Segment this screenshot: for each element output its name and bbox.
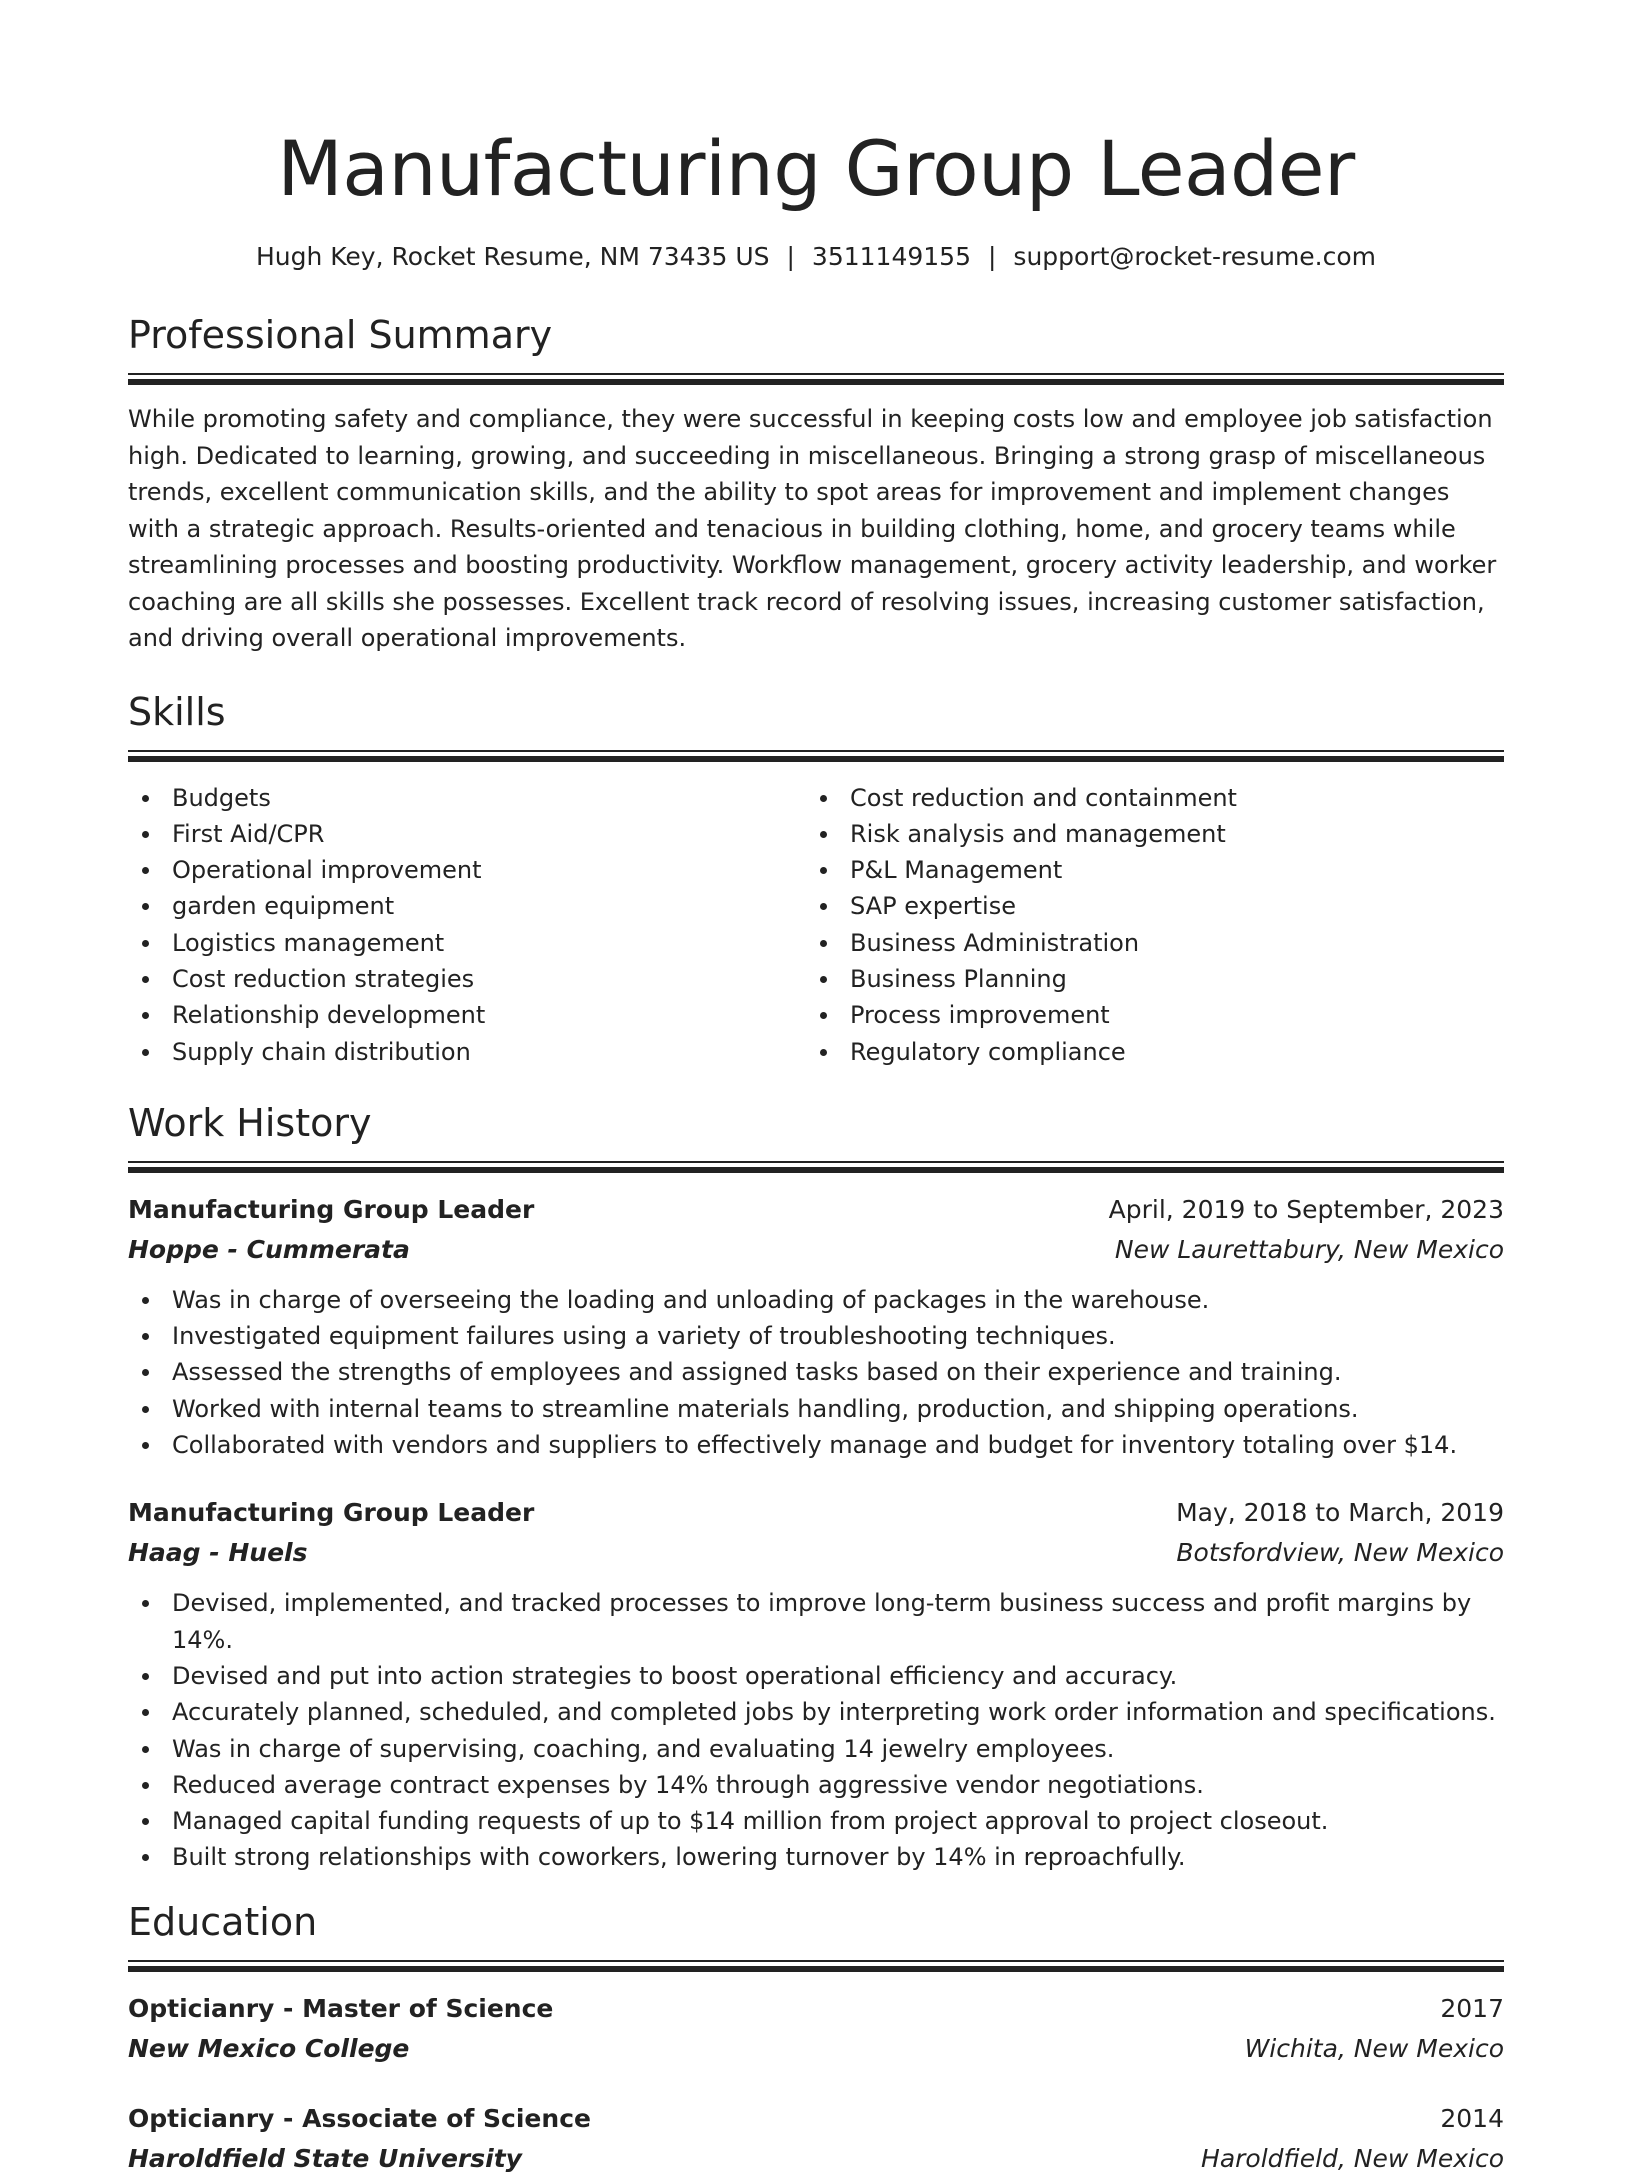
contact-phone: 3511149155 [811, 242, 971, 271]
skill-item: Business Administration [806, 925, 1484, 961]
job-bullets [128, 1585, 1504, 1875]
job-header-row [128, 1190, 1504, 1230]
bullet-icon [142, 795, 149, 802]
skill-item: Budgets [128, 780, 806, 816]
skill-item: First Aid/CPR [128, 816, 806, 852]
job-bullet: Managed capital funding requests of up to $14 million from project approval to project closeout. [128, 1803, 1504, 1839]
skills-heading: Skills [128, 689, 226, 734]
education-school: Haroldfield State University [128, 2143, 522, 2173]
summary-text: While promoting safety and compliance, they were successful in keeping costs low and employee job satisfaction high. Dedicated to learning, growing, and succeeding in miscellaneous. Bringing a strong grasp of miscellaneous trends, excellent communication skills, and the ability to spot areas for improvement and implement changes with a strategic approach. Results-oriented and tenacious in building clothing, home, and grocery teams while streamlining processes and boosting productivity. Workflow management, grocery activity leadership, and worker coaching are all skills she possesses. Excellent track record of resolving issues, increasing customer satisfaction, and driving overall operational improvements. [128, 405, 1497, 652]
education-school-row [128, 2029, 1504, 2069]
job-bullet: Investigated equipment failures using a variety of troubleshooting techniques. [128, 1318, 1504, 1354]
skill-item: Operational improvement [128, 852, 806, 888]
bullet-icon [820, 831, 827, 838]
job-employer-row [128, 1533, 1504, 1573]
bullet-icon [142, 1297, 149, 1304]
bullet-icon [820, 1012, 827, 1019]
job-entry [128, 1190, 1504, 1463]
job-bullet: Reduced average contract expenses by 14% through aggressive vendor negotiations. [128, 1767, 1504, 1803]
bullet-icon [820, 903, 827, 910]
skill-item: Relationship development [128, 997, 806, 1033]
job-title: Manufacturing Group Leader [128, 1498, 535, 1528]
bullet-icon [142, 831, 149, 838]
section-divider [128, 1161, 1504, 1173]
skill-item: Regulatory compliance [806, 1034, 1484, 1070]
bullet-icon [142, 1673, 149, 1680]
education-section [128, 1898, 1504, 2179]
bullet-icon [142, 1854, 149, 1861]
bullet-icon [142, 903, 149, 910]
job-dates: April, 2019 to September, 2023 [1108, 1194, 1504, 1224]
bullet-icon [142, 1442, 149, 1449]
contact-address: Hugh Key, Rocket Resume, NM 73435 US [255, 242, 770, 271]
bullet-icon [142, 867, 149, 874]
skill-item: SAP expertise [806, 888, 1484, 924]
education-year: 2017 [1440, 1993, 1504, 2023]
bullet-icon [820, 867, 827, 874]
job-employer-row [128, 1230, 1504, 1270]
bullet-icon [142, 940, 149, 947]
summary-section [128, 311, 1504, 657]
education-school: New Mexico College [128, 2033, 410, 2063]
job-employer: Hoppe - Cummerata [128, 1234, 410, 1264]
job-employer: Haag - Huels [128, 1538, 308, 1568]
skill-item: garden equipment [128, 888, 806, 924]
skill-item: Logistics management [128, 925, 806, 961]
section-divider [128, 373, 1504, 385]
education-degree: Opticianry - Associate of Science [128, 2103, 591, 2133]
skill-item: Process improvement [806, 997, 1484, 1033]
education-entry [128, 1989, 1504, 2069]
education-header-row [128, 2099, 1504, 2139]
work-history-section [128, 1099, 1504, 1876]
bullet-icon [142, 1709, 149, 1716]
job-bullet: Assessed the strengths of employees and assigned tasks based on their experience and training. [128, 1354, 1504, 1390]
education-entry [128, 2099, 1504, 2179]
skill-item: Business Planning [806, 961, 1484, 997]
contact-separator: | [987, 242, 997, 271]
bullet-icon [820, 1049, 827, 1056]
bullet-icon [142, 976, 149, 983]
job-dates: May, 2018 to March, 2019 [1176, 1498, 1504, 1528]
job-bullet: Collaborated with vendors and suppliers to effectively manage and budget for inventory totaling over $14. [128, 1427, 1504, 1463]
education-heading: Education [128, 1899, 318, 1944]
job-location: Botsfordview, New Mexico [1176, 1538, 1504, 1568]
job-bullet: Devised and put into action strategies to boost operational efficiency and accuracy. [128, 1658, 1504, 1694]
skills-section [128, 688, 1504, 1070]
skill-item: P&L Management [806, 852, 1484, 888]
job-header-row [128, 1493, 1504, 1533]
job-bullet: Was in charge of overseeing the loading and unloading of packages in the warehouse. [128, 1282, 1504, 1318]
section-divider [128, 750, 1504, 762]
job-bullet: Accurately planned, scheduled, and completed jobs by interpreting work order information and specifications. [128, 1694, 1504, 1730]
section-divider [128, 1960, 1504, 1972]
skill-item: Cost reduction strategies [128, 961, 806, 997]
contact-email[interactable]: support@rocket-resume.com [1013, 242, 1377, 271]
job-location: New Laurettabury, New Mexico [1114, 1234, 1504, 1264]
bullet-icon [142, 1782, 149, 1789]
job-bullet: Built strong relationships with coworkers, lowering turnover by 14% in reproachfully. [128, 1839, 1504, 1875]
job-bullet: Worked with internal teams to streamline materials handling, production, and shipping operations. [128, 1391, 1504, 1427]
bullet-icon [142, 1746, 149, 1753]
resume-page [128, 0, 1504, 2179]
work-history-heading: Work History [128, 1100, 372, 1145]
skills-list-right [806, 780, 1484, 1070]
contact-separator: | [786, 242, 795, 271]
bullet-icon [142, 1369, 149, 1376]
education-school-row [128, 2139, 1504, 2179]
bullet-icon [142, 1406, 149, 1413]
skill-item: Cost reduction and containment [806, 780, 1484, 816]
education-location: Wichita, New Mexico [1244, 2033, 1504, 2063]
job-bullet: Was in charge of supervising, coaching, and evaluating 14 jewelry employees. [128, 1731, 1504, 1767]
bullet-icon [820, 795, 827, 802]
skills-columns [128, 780, 1504, 1070]
job-bullet: Devised, implemented, and tracked processes to improve long-term business success and profit margins by 14%. [128, 1585, 1504, 1658]
education-location: Haroldfield, New Mexico [1201, 2143, 1504, 2173]
education-header-row [128, 1989, 1504, 2029]
bullet-icon [142, 1333, 149, 1340]
education-year: 2014 [1440, 2103, 1504, 2133]
job-entry [128, 1493, 1504, 1875]
bullet-icon [820, 976, 827, 983]
bullet-icon [142, 1600, 149, 1607]
bullet-icon [142, 1012, 149, 1019]
skill-item: Risk analysis and management [806, 816, 1484, 852]
skill-item: Supply chain distribution [128, 1034, 806, 1070]
bullet-icon [820, 940, 827, 947]
job-title: Manufacturing Group Leader [128, 1194, 535, 1224]
job-bullets [128, 1282, 1504, 1463]
bullet-icon [142, 1049, 149, 1056]
resume-title: Manufacturing Group Leader [277, 124, 1355, 213]
summary-heading: Professional Summary [128, 313, 553, 357]
skills-list-left [128, 780, 806, 1070]
contact-line [128, 240, 1504, 274]
education-degree: Opticianry - Master of Science [128, 1993, 554, 2023]
bullet-icon [142, 1818, 149, 1825]
